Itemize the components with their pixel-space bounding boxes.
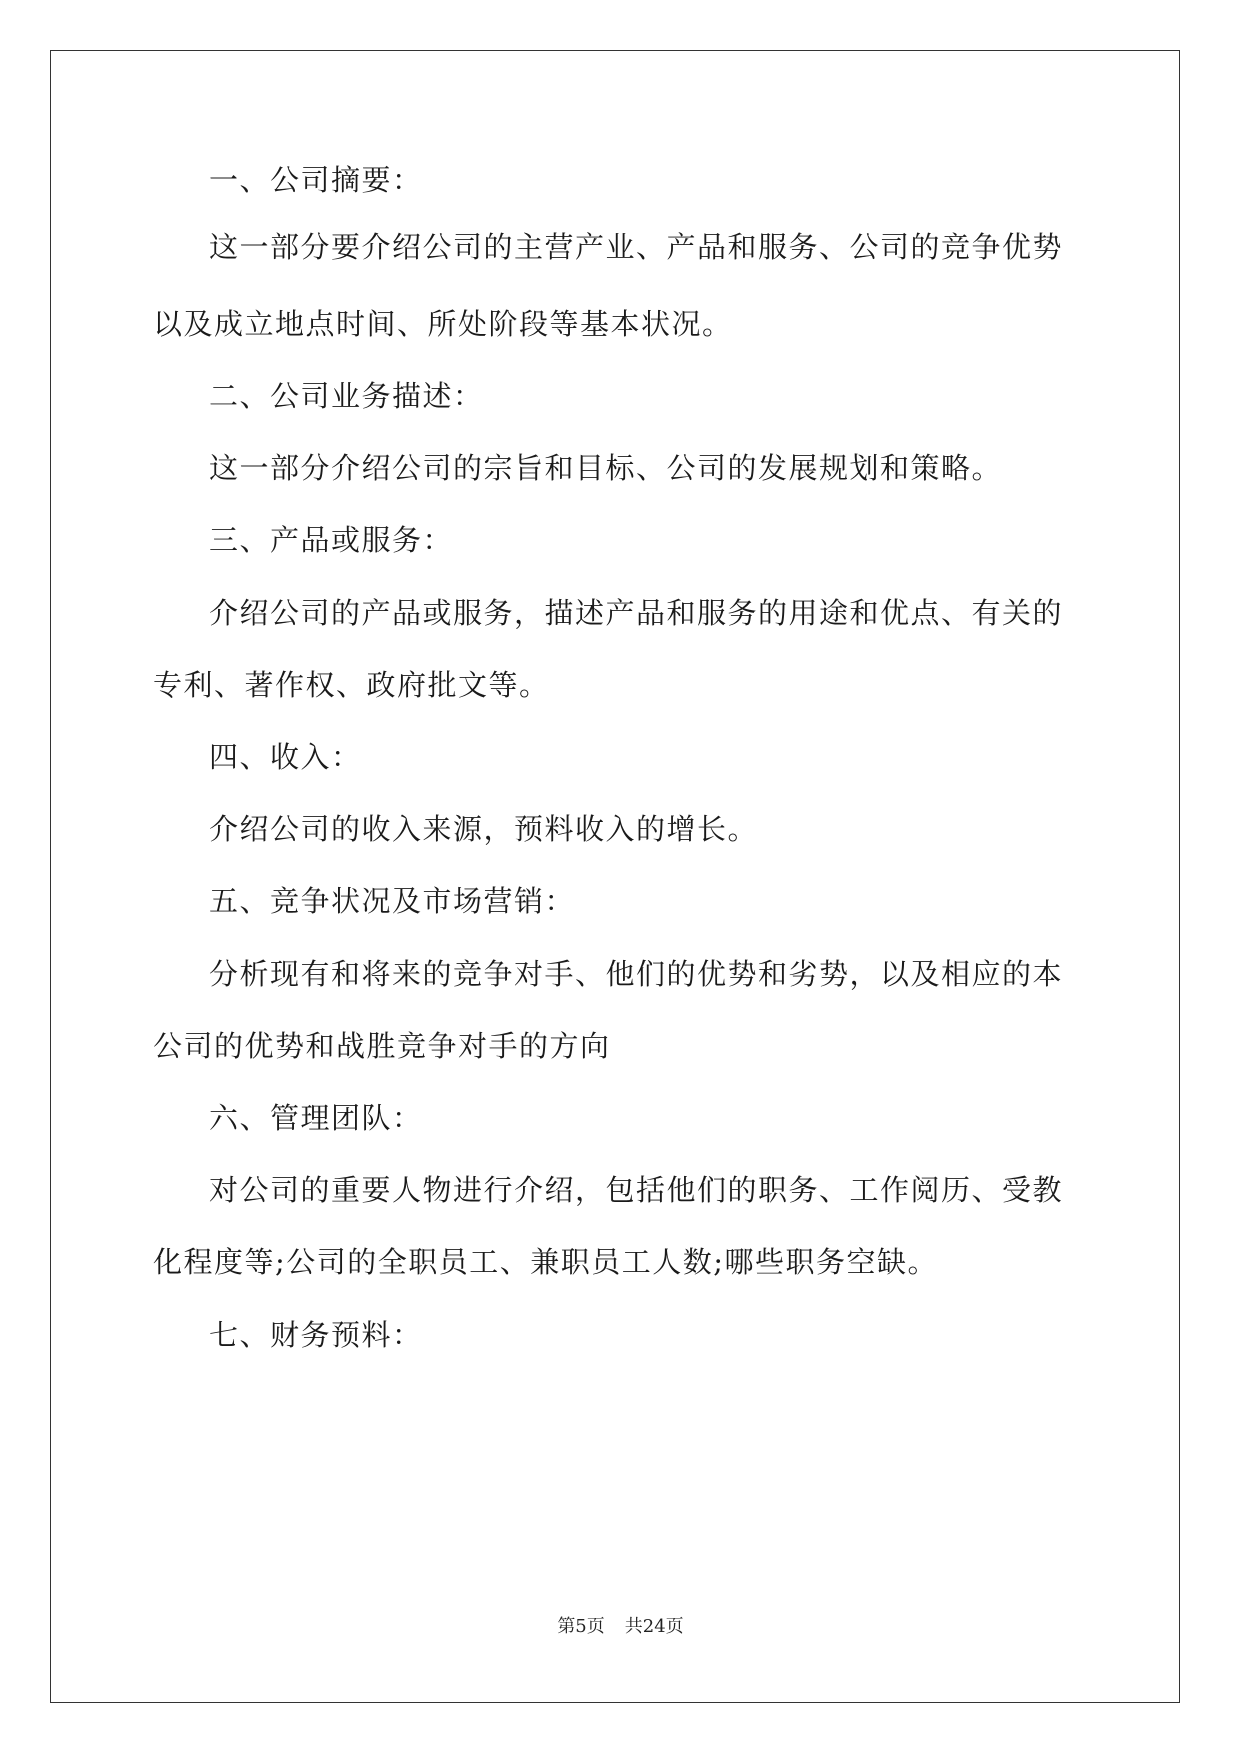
heading-competition-marketing: 五、竞争状况及市场营销：: [209, 884, 576, 918]
paragraph-line: 这一部分介绍公司的宗旨和目标、公司的发展规划和策略。: [209, 451, 1003, 485]
paragraph-line: 分析现有和将来的竞争对手、他们的优势和劣势，以及相应的本: [209, 957, 1064, 991]
paragraph-line: 专利、著作权、政府批文等。: [153, 668, 550, 702]
heading-financial-forecast: 七、财务预料：: [209, 1318, 423, 1352]
paragraph-line: 对公司的重要人物进行介绍，包括他们的职务、工作阅历、受教: [209, 1173, 1064, 1207]
heading-income: 四、收入：: [209, 740, 362, 774]
page-footer: [0, 1612, 1241, 1638]
page-border: [50, 50, 1180, 1703]
heading-products-services: 三、产品或服务：: [209, 523, 454, 557]
paragraph-line: 介绍公司的收入来源，预料收入的增长。: [209, 812, 759, 846]
paragraph-line: 化程度等;公司的全职员工、兼职员工人数;哪些职务空缺。: [153, 1245, 939, 1279]
paragraph-line: 介绍公司的产品或服务，描述产品和服务的用途和优点、有关的: [209, 596, 1064, 630]
heading-business-description: 二、公司业务描述：: [209, 379, 484, 413]
heading-management-team: 六、管理团队：: [209, 1101, 423, 1135]
paragraph-line: 以及成立地点时间、所处阶段等基本状况。: [153, 307, 733, 341]
page-number: 第5页: [557, 1616, 605, 1637]
paragraph-line: 公司的优势和战胜竞争对手的方向: [153, 1029, 611, 1063]
paragraph-line: 这一部分要介绍公司的主营产业、产品和服务、公司的竞争优势: [209, 230, 1064, 264]
heading-company-summary: 一、公司摘要：: [209, 163, 423, 197]
page-total: 共24页: [624, 1616, 684, 1637]
